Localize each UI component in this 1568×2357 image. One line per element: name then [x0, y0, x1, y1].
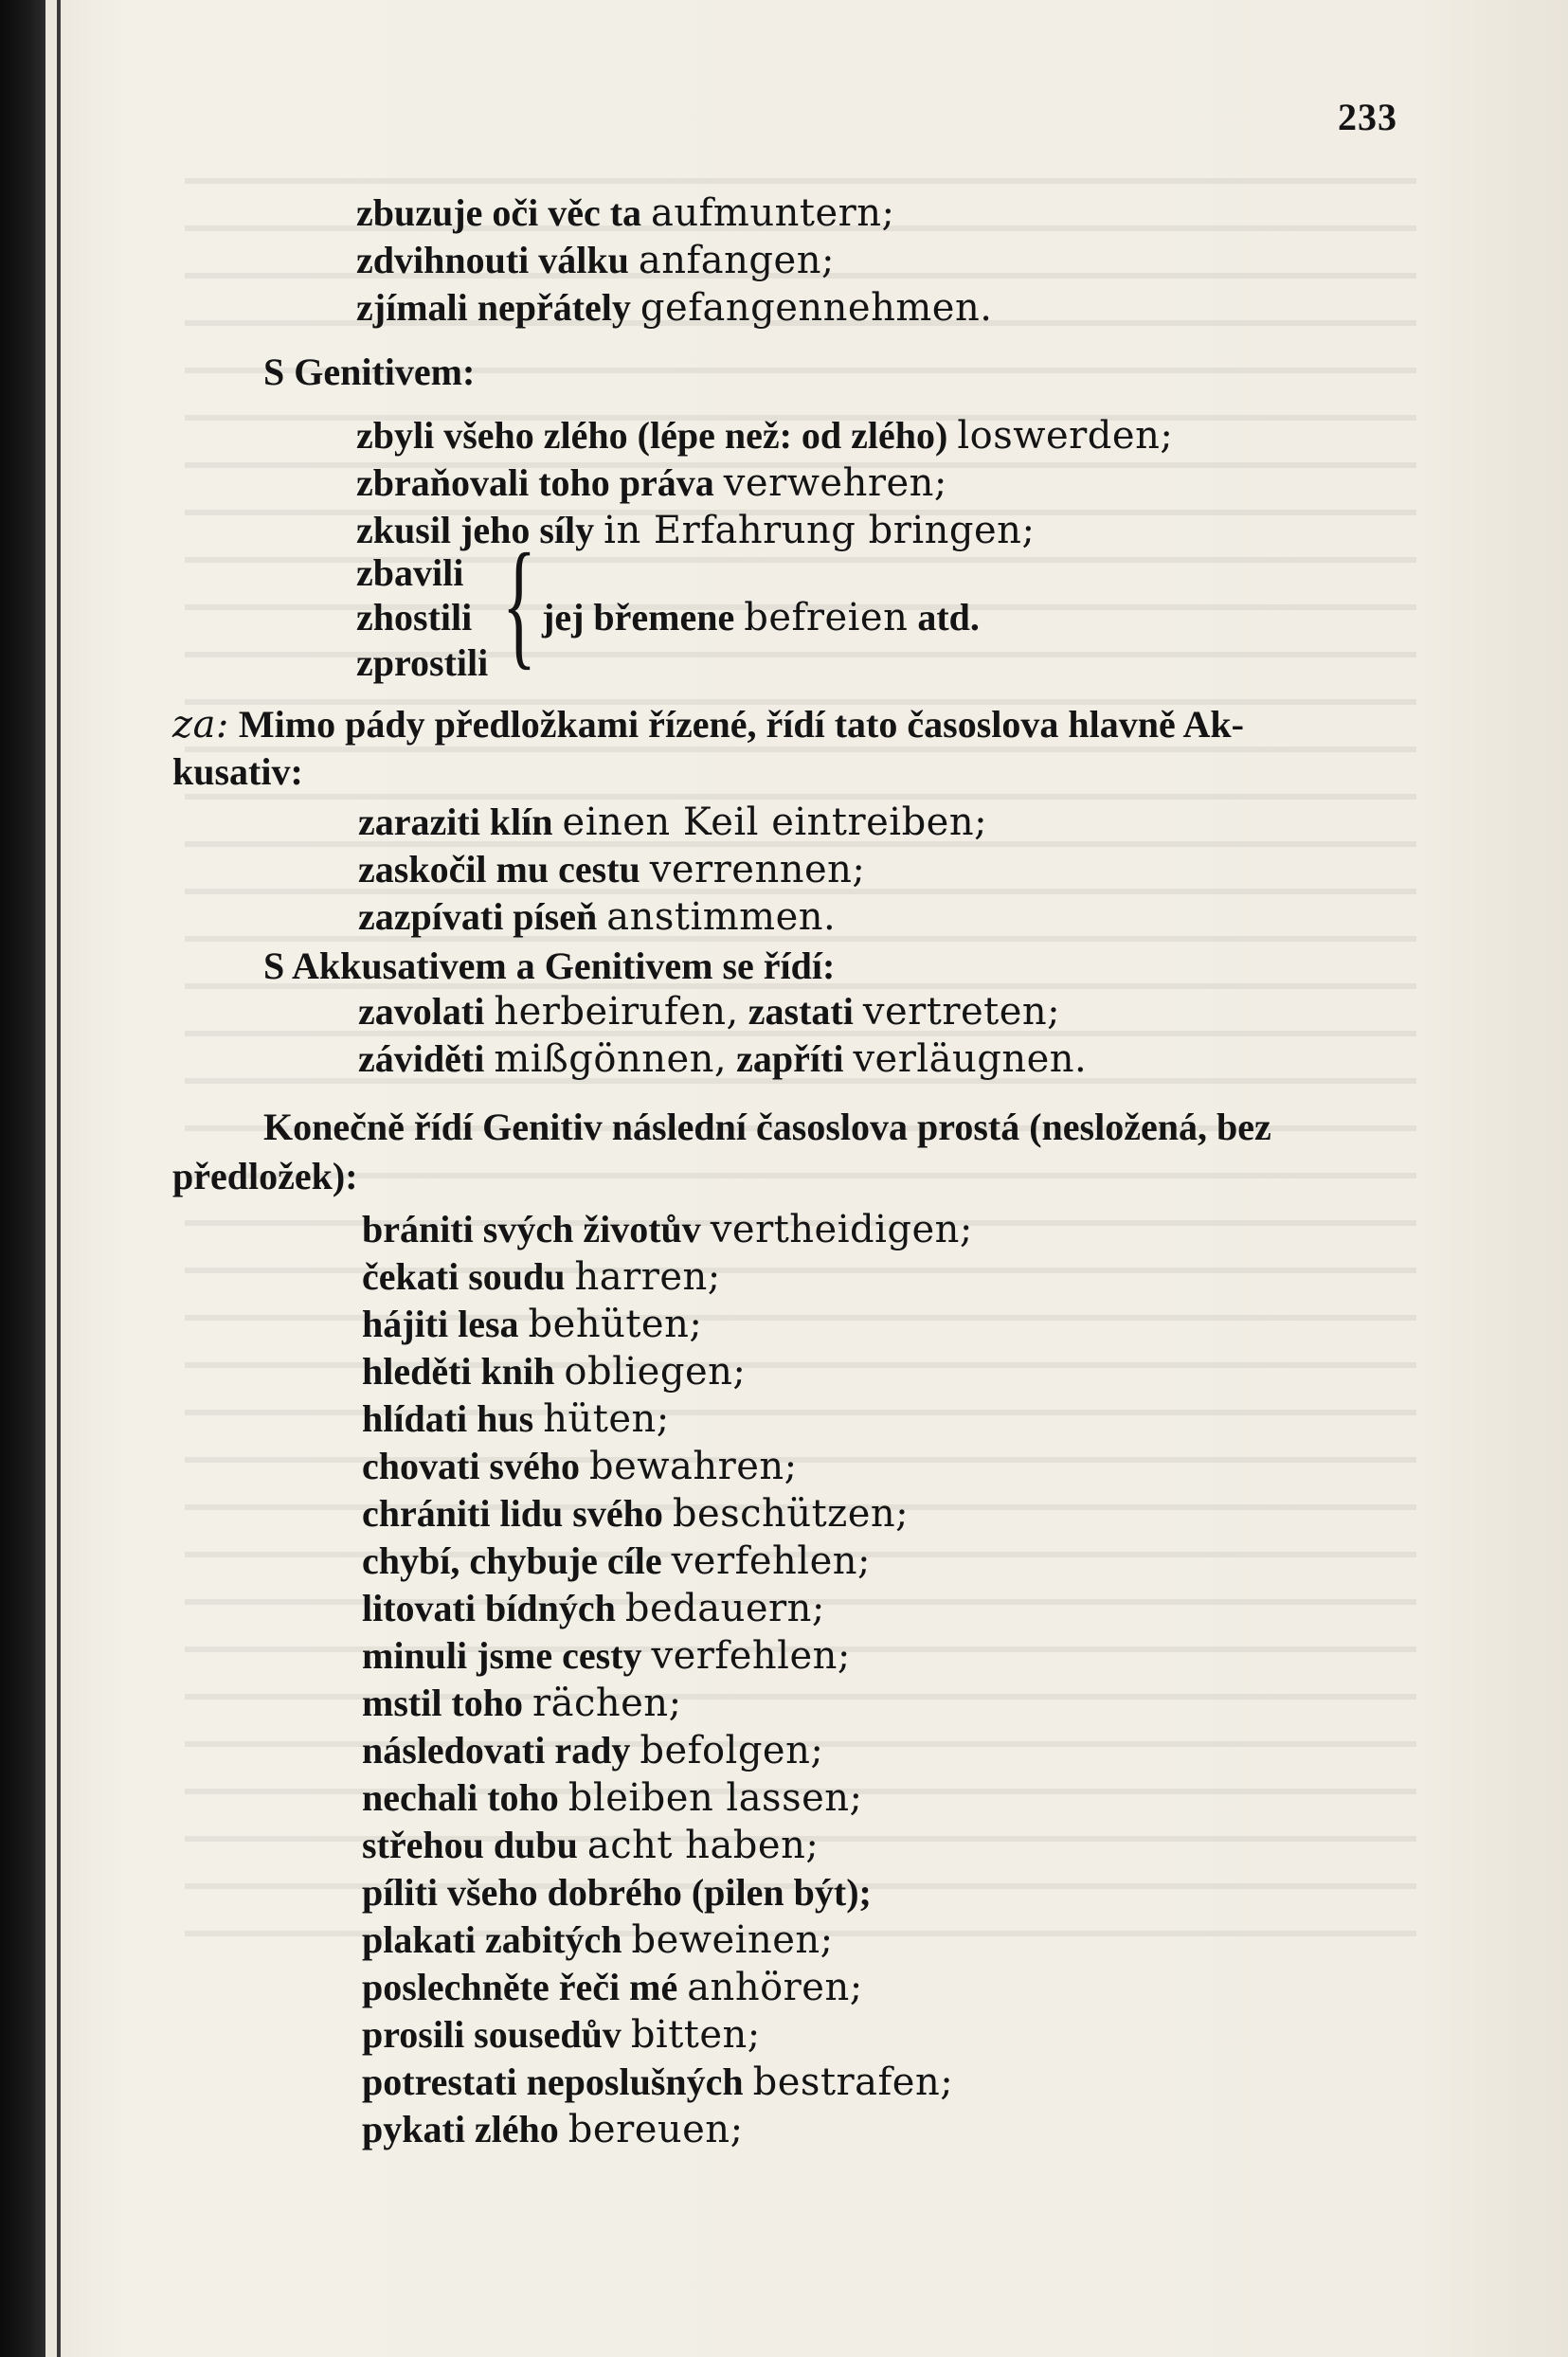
- example-line: hleděti knih obliegen;: [362, 1350, 747, 1394]
- example-line: střehou dubu acht haben;: [362, 1824, 820, 1867]
- example-line: zavolati herbeirufen, zastati vertreten;: [358, 990, 1061, 1034]
- example-line: záviděti mißgönnen, zapříti verläugnen.: [358, 1037, 1088, 1081]
- za-prefix-label: za:: [172, 703, 229, 747]
- gutter-edge-line: [57, 0, 61, 2357]
- grouped-verb: zbavili: [356, 551, 464, 594]
- za-paragraph-line: kusativ:: [172, 750, 303, 793]
- final-paragraph-line: předložek):: [172, 1155, 358, 1197]
- example-line: chybí, chybuje cíle verfehlen;: [362, 1539, 872, 1583]
- example-line: litovati bídných bedauern;: [362, 1587, 825, 1630]
- example-line: píliti všeho dobrého (pilen být);: [362, 1871, 872, 1914]
- book-gutter-shadow: [0, 0, 45, 2357]
- example-line: poslechněte řeči mé anhören;: [362, 1966, 863, 2009]
- section-heading-akk-gen: S Akkusativem a Genitivem se řídí:: [263, 945, 836, 987]
- example-line: zaraziti klín einen Keil eintreiben;: [358, 801, 988, 844]
- section-heading-genitive: S Genitivem:: [263, 351, 476, 393]
- grouped-meaning: jej břemene befreien atd.: [542, 596, 980, 639]
- example-line: zbraňovali toho práva verwehren;: [356, 461, 947, 505]
- example-line: plakati zabitých beweinen;: [362, 1918, 834, 1962]
- grouped-verb: zprostili: [356, 641, 489, 684]
- za-paragraph-line: za: Mimo pády předložkami řízené, řídí tato časoslova hlavně Ak-: [172, 703, 1244, 747]
- example-line: zbuzuje oči věc ta aufmuntern;: [356, 191, 895, 235]
- final-paragraph-line: Konečně řídí Genitiv následní časoslova prostá (nesložená, bez: [263, 1106, 1271, 1148]
- example-line: zbyli všeho zlého (lépe než: od zlého) loswerden;: [356, 414, 1174, 458]
- example-line: zjímali nepřátely gefangennehmen.: [356, 286, 993, 330]
- example-line: mstil toho rächen;: [362, 1682, 682, 1725]
- example-line: zaskočil mu cestu verrennen;: [358, 848, 866, 891]
- grouped-verb: zhostili: [356, 596, 473, 639]
- example-line: chovati svého bewahren;: [362, 1445, 798, 1488]
- example-line: minuli jsme cesty verfehlen;: [362, 1634, 851, 1678]
- example-line: nechali toho bleiben lassen;: [362, 1776, 863, 1820]
- page-number: 233: [1338, 96, 1397, 138]
- example-line: hájiti lesa behüten;: [362, 1303, 703, 1346]
- curly-brace-glyph: {: [502, 525, 536, 682]
- example-line: zazpívati píseň anstimmen.: [358, 895, 837, 939]
- example-line: potrestati neposlušných bestrafen;: [362, 2060, 954, 2104]
- example-line: brániti svých životův vertheidigen;: [362, 1208, 973, 1251]
- example-line: následovati rady befolgen;: [362, 1729, 824, 1772]
- example-line: zkusil jeho síly in Erfahrung bringen;: [356, 509, 1036, 552]
- example-line: pykati zlého bereuen;: [362, 2108, 744, 2151]
- example-line: hlídati hus hüten;: [362, 1397, 670, 1441]
- example-line: zdvihnouti válku anfangen;: [356, 239, 835, 282]
- example-line: prosili sousedův bitten;: [362, 2013, 761, 2057]
- example-line: chrániti lidu svého beschützen;: [362, 1492, 910, 1536]
- example-line: čekati soudu harren;: [362, 1255, 721, 1299]
